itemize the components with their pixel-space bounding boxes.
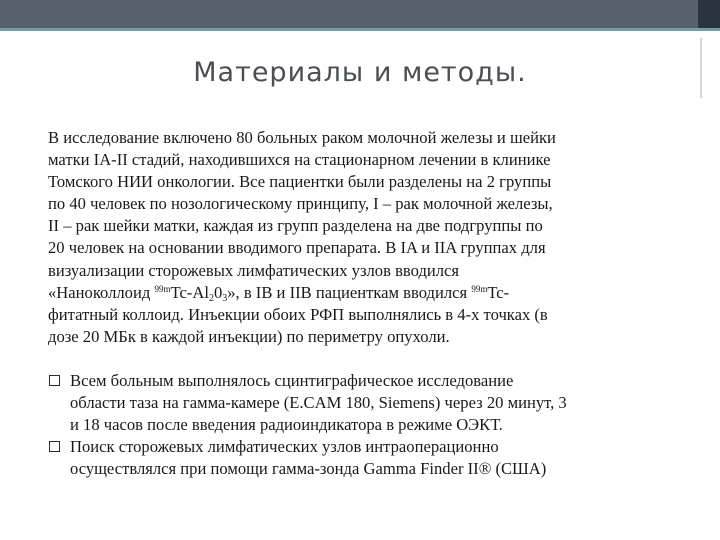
paragraph-line: II – рак шейки матки, каждая из групп разделена на две подгруппы по xyxy=(48,216,543,236)
bullet-line: и 18 часов после введения радиоиндикатора в режиме ОЭКТ. xyxy=(70,415,503,435)
paragraph-line: матки IA-II стадий, находившихся на стационарном лечении в клинике xyxy=(48,150,551,170)
paragraph-line: В исследование включено 80 больных раком молочной железы и шейки xyxy=(48,128,556,147)
checkbox-bullet-icon xyxy=(49,441,60,452)
slide-body xyxy=(48,127,688,480)
paragraph-line: 0 xyxy=(213,282,223,302)
paragraph-line: Томского НИИ онкологии. Все пациентки были разделены на 2 группы xyxy=(48,172,552,192)
header-stripe xyxy=(0,28,720,31)
checkbox-bullet-icon xyxy=(49,375,60,386)
isotope-superscript: 99m xyxy=(154,283,171,294)
paragraph-line: визуализации сторожевых лимфатических узлов вводился xyxy=(48,260,460,280)
paragraph-line: 20 человек на основании вводимого препарата. В IA и IIA группах для xyxy=(48,238,546,258)
paragraph-line: по 40 человек по нозологическому принципу, I – рак молочной железы, xyxy=(48,194,553,214)
paragraph-line: », в IB и IIB пациенткам вводился xyxy=(227,282,472,302)
bullet-item xyxy=(48,436,688,480)
intro-paragraph xyxy=(48,127,688,348)
bullet-list xyxy=(48,370,688,480)
bullet-line: Всем больным выполнялось сцинтиграфическое исследование xyxy=(70,370,514,390)
slide-title: Материалы и методы. xyxy=(193,57,527,88)
paragraph-line: дозе 20 МБк в каждой инъекции) по периметру опухоли. xyxy=(48,326,450,346)
isotope-superscript: 99m xyxy=(471,283,488,294)
subscript: 3 xyxy=(222,292,228,304)
paragraph-line: Tc- xyxy=(487,282,510,302)
bullet-item xyxy=(48,370,688,436)
bullet-line: осуществлялся при помощи гамма-зонда Gamma Finder II® (США) xyxy=(70,459,547,479)
paragraph-line: «Наноколлоид xyxy=(48,282,155,302)
header-accent xyxy=(698,0,720,28)
subscript: 2 xyxy=(208,292,214,304)
header-bar xyxy=(0,0,720,28)
bullet-line: области таза на гамма-камере (E.CAM 180, Siemens) через 20 минут, 3 xyxy=(70,393,567,413)
paragraph-line: Tc-Al xyxy=(170,282,209,302)
paragraph-line: фитатный коллоид. Инъекции обоих РФП выполнялись в 4-х точках (в xyxy=(48,304,548,324)
bullet-line: Поиск сторожевых лимфатических узлов интраоперационно xyxy=(70,437,499,457)
